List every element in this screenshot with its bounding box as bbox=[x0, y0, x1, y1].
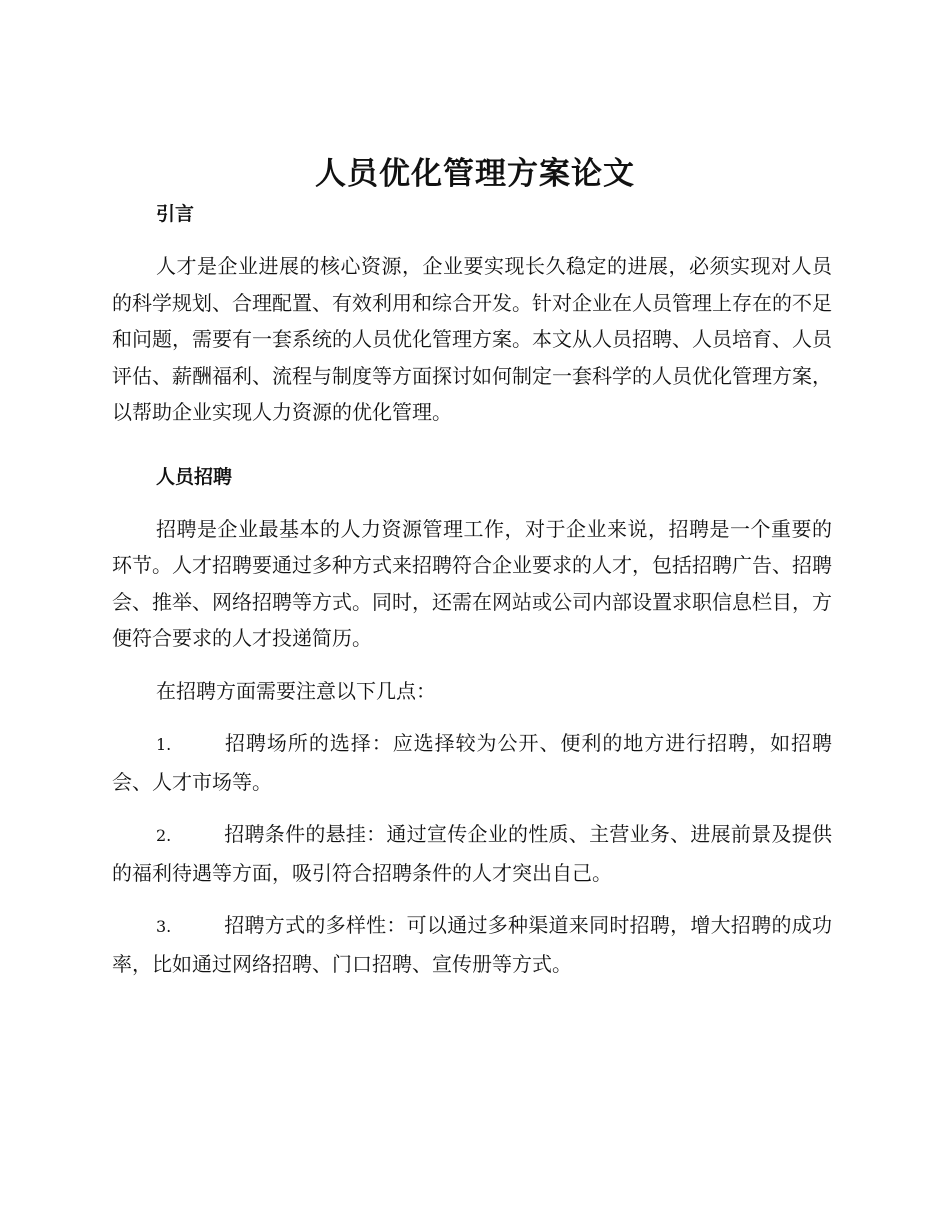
list-item-number: 3. bbox=[156, 917, 172, 936]
list-item-text: 招聘条件的悬挂：通过宣传企业的性质、主营业务、进展前景及提供的福利待遇等方面，吸引符合招聘条件的人才突出自己。 bbox=[112, 822, 832, 885]
list-item-number: 1. bbox=[156, 735, 172, 754]
document-title: 人员优化管理方案论文 bbox=[315, 156, 635, 192]
section-spacer bbox=[112, 447, 832, 459]
introduction-paragraph: 人才是企业进展的核心资源，企业要实现长久稳定的进展，必须实现对人员的科学规划、合理配置、有效利用和综合开发。针对企业在人员管理上存在的不足和问题，需要有一套系统的人员优化管理方案。本文从人员招聘、人员培育、人员评估、薪酬福利、流程与制度等方面探讨如何制定一套科学的人员优化管理方案，以帮助企业实现人力资源的优化管理。 bbox=[112, 254, 832, 424]
document-body bbox=[112, 196, 832, 998]
list-item bbox=[112, 907, 832, 982]
list-item bbox=[112, 816, 832, 891]
list-item-text: 招聘场所的选择：应选择较为公开、便利的地方进行招聘，如招聘会、人才市场等。 bbox=[112, 731, 832, 794]
section-heading-introduction: 引言 bbox=[156, 203, 195, 225]
section-heading-recruitment: 人员招聘 bbox=[156, 465, 233, 488]
list-item-text: 招聘方式的多样性：可以通过多种渠道来同时招聘，增大招聘的成功率，比如通过网络招聘、门口招聘、宣传册等方式。 bbox=[112, 913, 832, 976]
list-item-number: 2. bbox=[156, 826, 172, 845]
recruitment-paragraph: 招聘是企业最基本的人力资源管理工作，对于企业来说，招聘是一个重要的环节。人才招聘要通过多种方式来招聘符合企业要求的人才，包括招聘广告、招聘会、推举、网络招聘等方式。同时，还需在网站或公司内部设置求职信息栏目，方便符合要求的人才投递简历。 bbox=[112, 516, 832, 650]
recruitment-notes-intro: 在招聘方面需要注意以下几点： bbox=[156, 678, 436, 703]
list-item bbox=[112, 725, 832, 800]
